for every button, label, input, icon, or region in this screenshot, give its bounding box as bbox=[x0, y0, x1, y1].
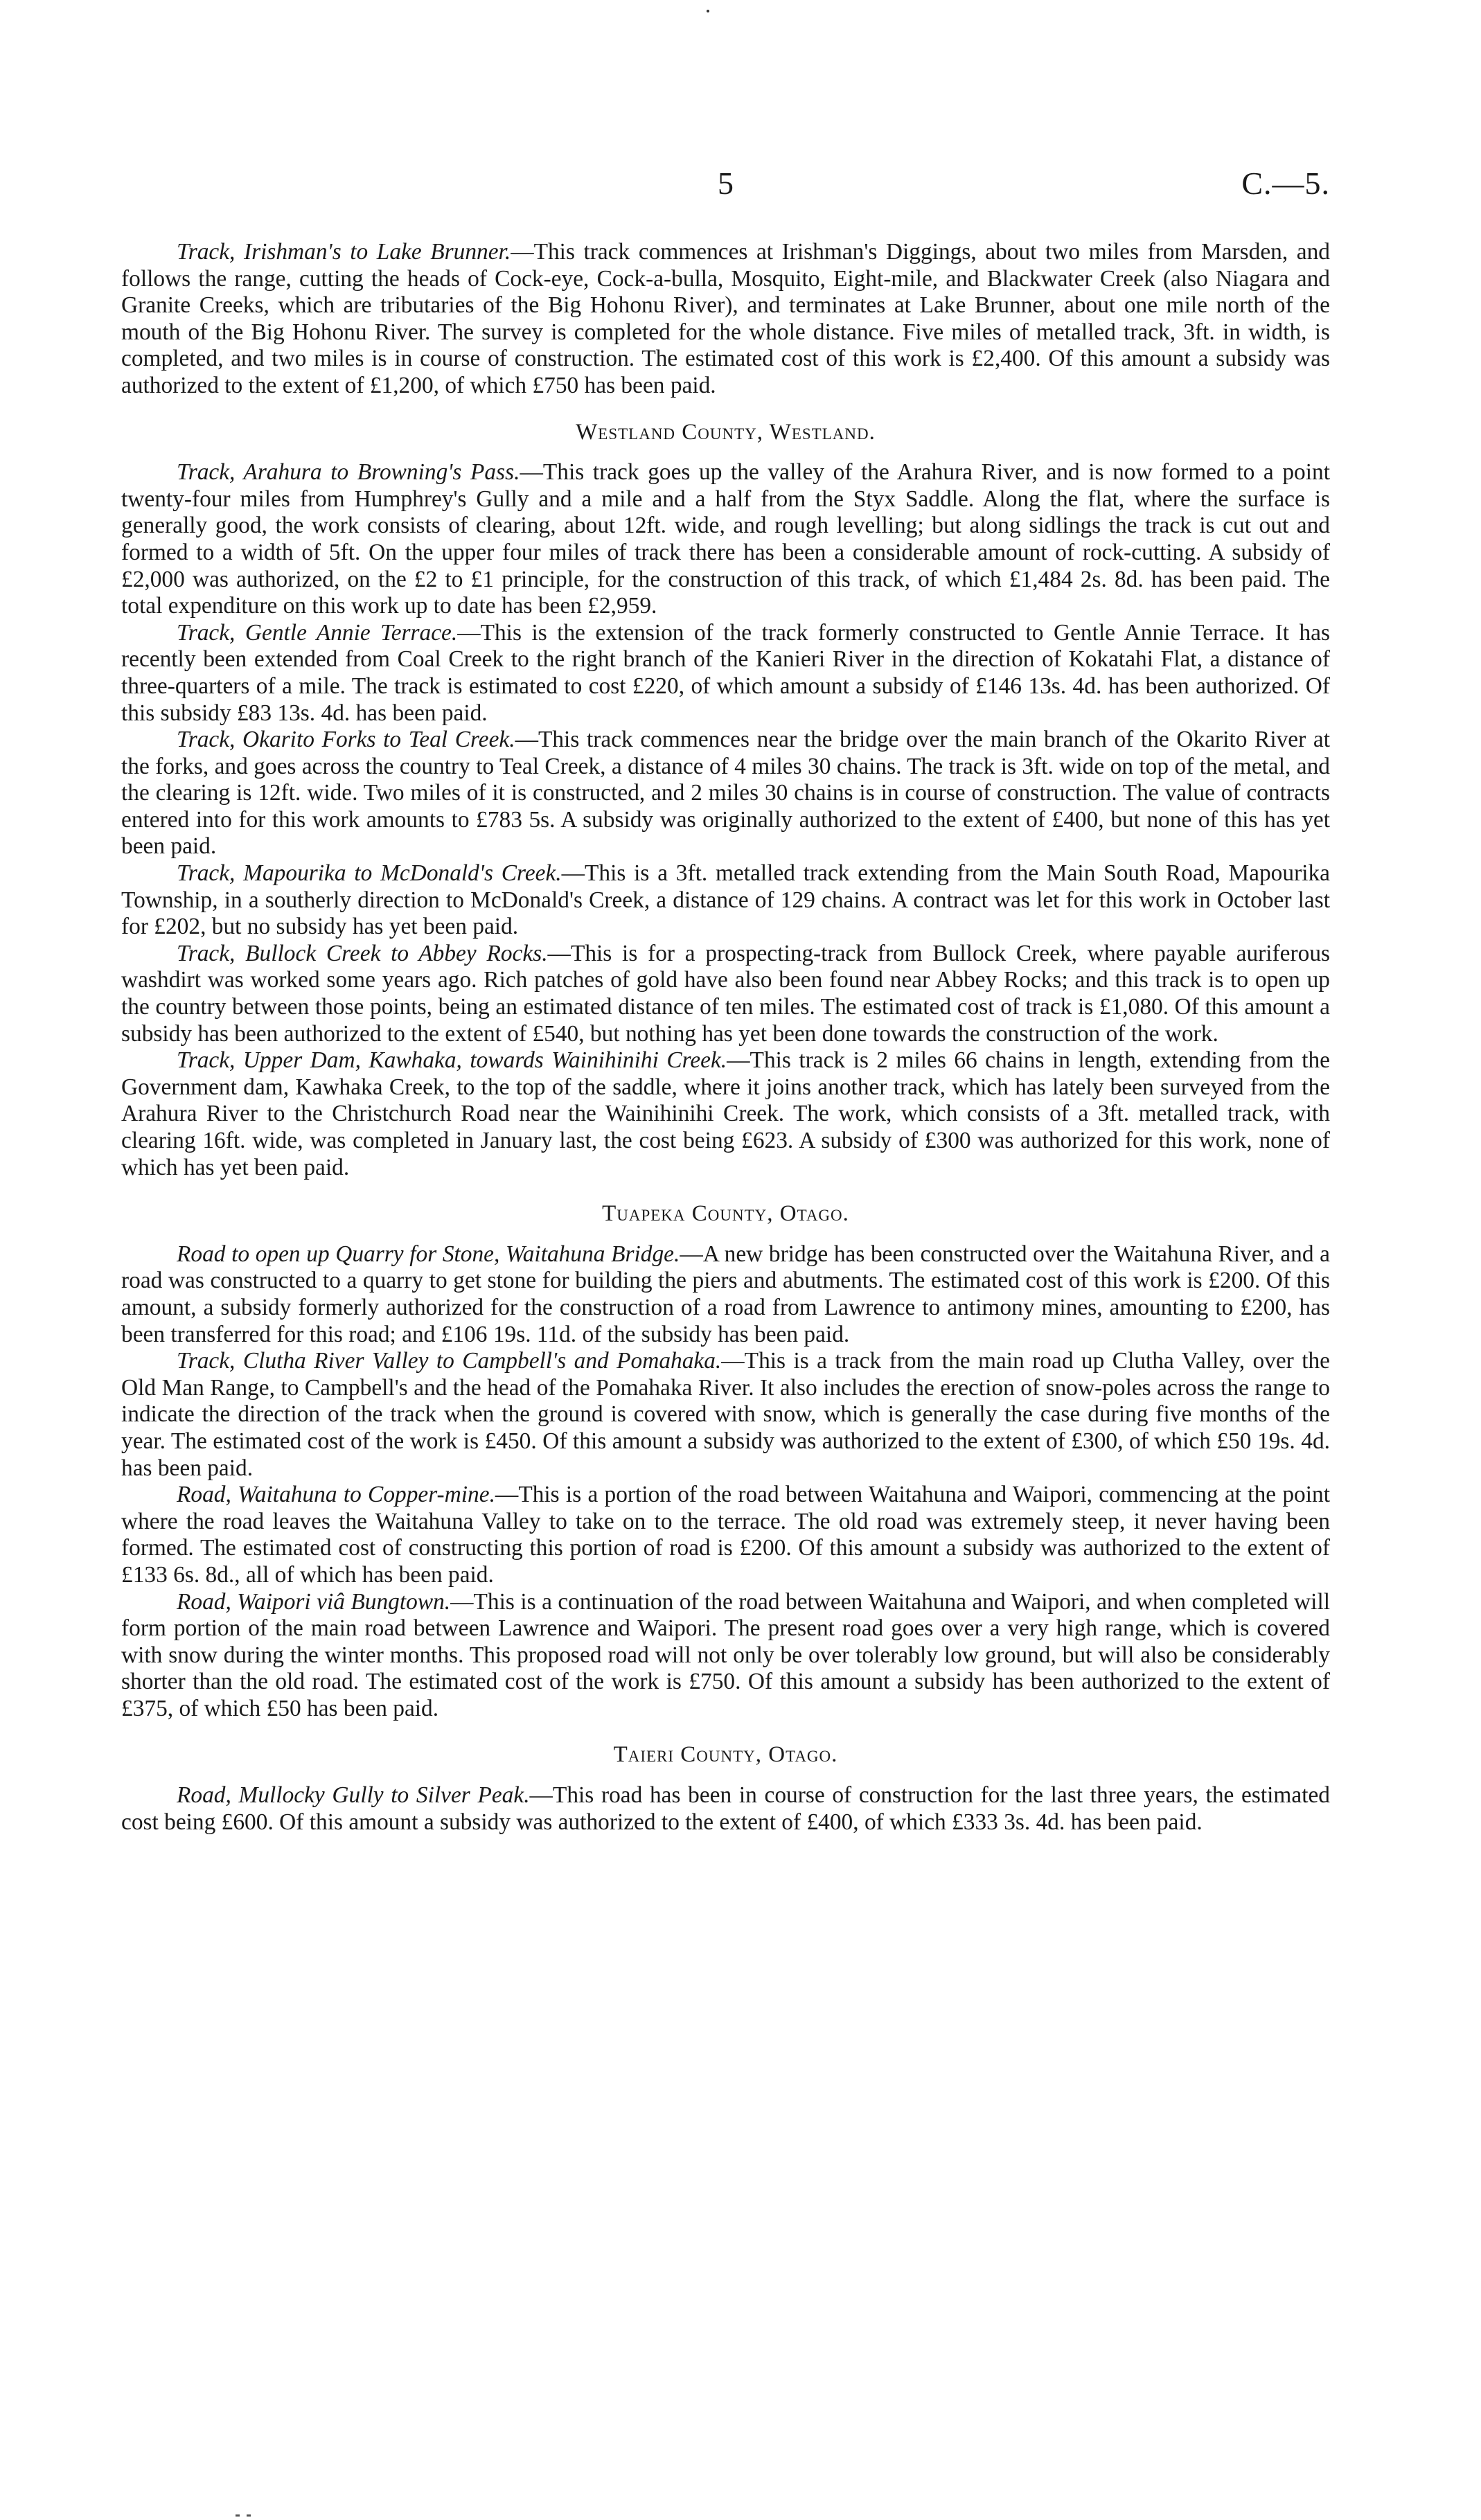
document-body bbox=[121, 239, 1330, 1836]
print-specks bbox=[236, 2508, 277, 2510]
paragraph-title: Track, Arahura to Browning's Pass. bbox=[177, 459, 520, 486]
paragraph-text: —This is a 3ft. metalled track extending from the Main South Road, Mapourika Township, in a southerly direction to McDonald's Creek, a distance of 129 chains. A contract was let for this work in October last for £202, but no subsidy has yet been paid. bbox=[121, 860, 1330, 940]
paragraph bbox=[121, 941, 1330, 1047]
paragraph bbox=[121, 239, 1330, 400]
paragraph-text: —This is a track from the main road up Clutha Valley, over the Old Man Range, to Campbell's and the head of the Pomahaka River. It also includes the erection of snow-poles across the range to indicate the direction of the track when the ground is covered with snow, which is generally the case during five months of the year. The estimated cost of the work is £450. Of this amount a subsidy was authorized to the extent of £300, of which £50 19s. 4d. has been paid. bbox=[121, 1348, 1330, 1481]
paragraph bbox=[121, 1782, 1330, 1836]
paragraph bbox=[121, 727, 1330, 860]
section-heading: Tuapeka County, Otago. bbox=[602, 1201, 849, 1227]
paragraph-title: Track, Okarito Forks to Teal Creek. bbox=[177, 727, 515, 753]
paragraph bbox=[121, 1241, 1330, 1348]
section-heading: Taieri County, Otago. bbox=[613, 1742, 838, 1768]
paragraph-text: —This track goes up the valley of the Arahura River, and is now formed to a point twenty-four miles from Humphrey's Gully and a mile and a half from the Styx Saddle. Along the flat, where the surface is generally good, the work consists of clearing, about 12ft. wide, and rough levelling; but along sidlings the track is cut out and formed to a width of 5ft. On the upper four miles of track there has been a considerable amount of rock-cutting. A subsidy of £2,000 was authorized, on the £2 to £1 principle, for the construction of this track, of which £1,484 2s. 8d. has been paid. The total expenditure on this work up to date has been £2,959. bbox=[121, 459, 1330, 619]
paragraph-text: —This is a portion of the road between Waitahuna and Waipori, commencing at the point where the road leaves the Waitahuna Valley to take on to the terrace. The old road was extremely steep, it never having been formed. The estimated cost of constructing this portion of road is £200. Of this amount a subsidy was authorized to the extent of £133 6s. 8d., all of which has been paid. bbox=[121, 1482, 1330, 1588]
paragraph bbox=[121, 1589, 1330, 1723]
paragraph-title: Track, Clutha River Valley to Campbell's and Pomahaka. bbox=[177, 1348, 722, 1374]
paragraph-title: Track, Bullock Creek to Abbey Rocks. bbox=[177, 940, 548, 966]
paragraph-title: Track, Upper Dam, Kawhaka, towards Wainihinihi Creek. bbox=[177, 1047, 727, 1074]
paragraph bbox=[121, 860, 1330, 941]
paragraph-text: —This is a continuation of the road between Waitahuna and Waipori, and when completed will form portion of the main road between Lawrence and Waipori. The present road goes over a very high range, which is covered with snow during the winter months. This proposed road will not only be over tolerably low ground, but will also be considerably shorter than the old road. The estimated cost of the work is £750. Of this amount a subsidy has been authorized to the extent of £375, of which £50 has been paid. bbox=[121, 1588, 1330, 1721]
paragraph-title: Road, Waitahuna to Copper-mine. bbox=[177, 1482, 495, 1508]
section-heading: Westland County, Westland. bbox=[576, 419, 876, 445]
paragraph-text: —This is the extension of the track formerly constructed to Gentle Annie Terrace. It has recently been extended from Coal Creek to the right branch of the Kanieri River in the direction of Kokatahi Flat, a distance of three-quarters of a mile. The track is estimated to cost £220, of which amount a subsidy of £146 13s. 4d. has been authorized. Of this subsidy £83 13s. 4d. has been paid. bbox=[121, 619, 1330, 726]
paragraph-text: —This is for a prospecting-track from Bullock Creek, where payable auriferous washdirt was worked some years ago. Rich patches of gold have also been found near Abbey Rocks; and this track is to open up the country between those points, being an estimated distance of ten miles. The estimated cost of track is £1,080. Of this amount a subsidy has been authorized to the extent of £540, but nothing has yet been done towards the construction of the work. bbox=[121, 940, 1331, 1047]
paragraph bbox=[121, 1047, 1330, 1181]
document-reference: C.—5. bbox=[1241, 166, 1330, 201]
paragraph bbox=[121, 1348, 1330, 1482]
paragraph bbox=[121, 459, 1330, 620]
paragraph-text: —This track commences near the bridge over the main branch of the Okarito River at the forks, and goes across the country to Teal Creek, a distance of 4 miles 30 chains. The track is 3ft. wide on top of the metal, and the clearing is 12ft. wide. Two miles of it is constructed, and 2 miles 30 chains is in course of construction. The value of contracts entered into for this work amounts to £783 5s. A subsidy was originally authorized to the extent of £400, but none of this has yet been paid. bbox=[121, 727, 1330, 860]
paragraph-text: —A new bridge has been constructed over the Waitahuna River, and a road was constructed to a quarry to get stone for building the piers and abutments. The estimated cost of this work is £200. Of this amount, a subsidy formerly authorized for the construction of a road from Lawrence to antimony mines, amounting to £200, has been transferred for this road; and £106 19s. 11d. of the subsidy has been paid. bbox=[121, 1241, 1331, 1347]
paragraph bbox=[121, 620, 1330, 727]
paragraph-title: Road to open up Quarry for Stone, Waitahuna Bridge. bbox=[177, 1241, 680, 1267]
print-speck bbox=[707, 10, 709, 12]
paragraph-title: Road, Mullocky Gully to Silver Peak. bbox=[177, 1782, 530, 1809]
paragraph bbox=[121, 1482, 1330, 1588]
page-header bbox=[121, 165, 1330, 206]
paragraph-title: Track, Gentle Annie Terrace. bbox=[177, 619, 458, 646]
paragraph-title: Track, Irishman's to Lake Brunner. bbox=[177, 239, 511, 265]
page-number: 5 bbox=[718, 166, 734, 201]
paragraph-text: —This road has been in course of construction for the last three years, the estimated cost being £600. Of this amount a subsidy was authorized to the extent of £400, of which £333 3s. 4d. has been paid. bbox=[121, 1782, 1330, 1835]
paragraph-text: —This track is 2 miles 66 chains in length, extending from the Government dam, Kawhaka Creek, to the top of the saddle, where it joins another track, which has lately been surveyed from the Arahura River to the Christchurch Road near the Wainihinihi Creek. The work, which consists of a 3ft. metalled track, with clearing 16ft. wide, was completed in January last, the cost being £623. A subsidy of £300 was authorized for this work, none of which has yet been paid. bbox=[121, 1047, 1330, 1180]
paragraph-title: Road, Waipori viâ Bungtown. bbox=[177, 1588, 451, 1615]
paragraph-text: —This track commences at Irishman's Diggings, about two miles from Marsden, and follows the range, cutting the heads of Cock-eye, Cock-a-bulla, Mosquito, Eight-mile, and Blackwater Creek (also Niagara and Granite Creeks, which are tributaries of the Big Hohonu River), and terminates at Lake Brunner, about one mile north of the mouth of the Big Hohonu River. The survey is completed for the whole distance. Five miles of metalled track, 3ft. in width, is completed, and two miles is in course of construction. The estimated cost of this work is £2,400. Of this amount a subsidy was authorized to the extent of £1,200, of which £750 has been paid. bbox=[121, 239, 1330, 398]
paragraph-title: Track, Mapourika to McDonald's Creek. bbox=[177, 860, 562, 887]
